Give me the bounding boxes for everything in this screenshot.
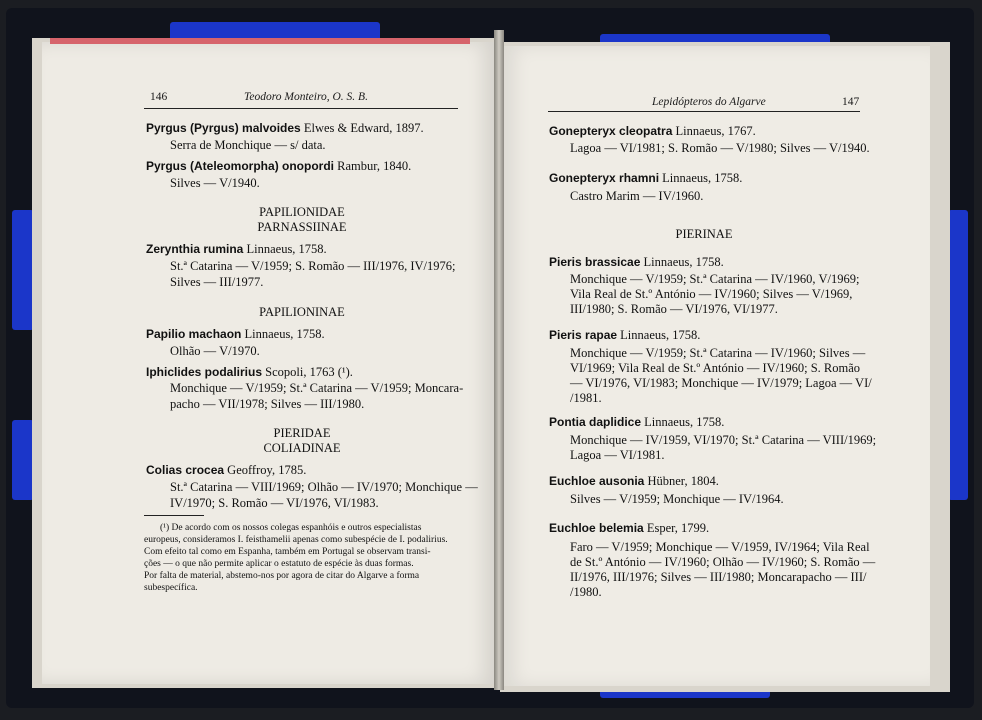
record-line: III/1980; S. Romão — VI/1976, VI/1977. (570, 302, 778, 316)
subfamily-heading: COLIADINAE (263, 441, 341, 455)
record-line: St.ª Catarina — V/1959; S. Romão — III/1976, IV/1976; (170, 259, 456, 273)
family-heading: PIERIDAE (273, 426, 331, 440)
record-line: /1980. (570, 585, 602, 599)
record-line: Lagoa — VI/1981; S. Romão — V/1980; Silves — V/1940. (570, 141, 870, 155)
record-line: Faro — V/1959; Monchique — V/1959, IV/1964; Vila Real (570, 540, 870, 554)
record-line: /1981. (570, 391, 602, 405)
record-line: Silves — V/1940. (170, 176, 260, 190)
footnote-line: Com efeito tal como em Espanha, também em Portugal se observam transi- (144, 547, 431, 557)
record-line: Monchique — V/1959; St.ª Catarina — IV/1960; Silves — (570, 346, 866, 360)
running-head-left: Teodoro Monteiro, O. S. B. (244, 91, 368, 103)
record-line: Monchique — V/1959; St.ª Catarina — IV/1960, V/1969; (570, 272, 860, 286)
marble-pattern (12, 210, 34, 330)
footnote-line: ções — o que não permite aplicar o estatuto de espécie às duas formas. (144, 559, 414, 569)
header-rule-left (144, 108, 458, 109)
footnote-rule (144, 515, 204, 516)
species-entry: Pieris brassicae Linnaeus, 1758. (549, 255, 724, 269)
species-entry: Zerynthia rumina Linnaeus, 1758. (146, 242, 327, 256)
record-line: Monchique — IV/1959, VI/1970; St.ª Catarina — VIII/1969; (570, 433, 877, 447)
record-line: Silves — III/1977. (170, 275, 264, 289)
record-line: VI/1969; Vila Real de St.º António — IV/1960; S. Romão (570, 361, 861, 375)
header-rule-right (548, 111, 860, 112)
book-spine (494, 30, 504, 690)
page-number-left: 146 (150, 91, 168, 103)
species-entry: Pontia daplidice Linnaeus, 1758. (549, 415, 725, 429)
record-line: Lagoa — VI/1981. (570, 448, 665, 462)
footnote-line: europeus, consideramos I. feisthamelii apenas como subespécie de I. podalirius. (144, 535, 448, 545)
record-line: Olhão — V/1970. (170, 344, 260, 358)
page-number-right: 147 (842, 96, 860, 108)
species-entry: Euchloe ausonia Hübner, 1804. (549, 474, 719, 488)
record-line: pacho — VII/1978; Silves — III/1980. (170, 397, 365, 411)
running-head-right: Lepidópteros do Algarve (652, 96, 766, 108)
record-line: St.ª Catarina — VIII/1969; Olhão — IV/1970; Monchique — (170, 480, 478, 494)
family-heading: PAPILIONIDAE (259, 205, 345, 219)
species-entry: Papilio machaon Linnaeus, 1758. (146, 327, 325, 341)
subfamily-heading: PARNASSIINAE (257, 220, 347, 234)
record-line: Serra de Monchique — s/ data. (170, 138, 326, 152)
species-entry: Euchloe belemia Esper, 1799. (549, 521, 710, 535)
species-entry: Pyrgus (Ateleomorpha) onopordi Rambur, 1840. (146, 159, 412, 173)
subfamily-heading: PIERINAE (675, 227, 733, 241)
species-entry: Gonepteryx cleopatra Linnaeus, 1767. (549, 124, 756, 138)
red-page-edge (50, 38, 470, 44)
footnote-line: subespecífica. (144, 583, 198, 593)
record-line: Castro Marim — IV/1960. (570, 189, 704, 203)
marble-pattern (12, 420, 34, 500)
record-line: II/1976, III/1976; Silves — III/1980; Moncarapacho — III/ (570, 570, 867, 584)
record-line: Monchique — V/1959; St.ª Catarina — V/1959; Moncara- (170, 381, 464, 395)
subfamily-heading: PAPILIONINAE (259, 305, 345, 319)
species-entry: Pieris rapae Linnaeus, 1758. (549, 328, 701, 342)
species-entry: Gonepteryx rhamni Linnaeus, 1758. (549, 171, 743, 185)
species-entry: Colias crocea Geoffroy, 1785. (146, 463, 307, 477)
marble-pattern (948, 210, 968, 500)
record-line: — VI/1976, VI/1983; Monchique — IV/1979; Lagoa — VI/ (570, 376, 872, 390)
record-line: IV/1970; S. Romão — VI/1976, VI/1983. (170, 496, 379, 510)
footnote-line: (¹) De acordo com os nossos colegas espanhóis e outros especialistas (160, 523, 422, 533)
species-entry: Pyrgus (Pyrgus) malvoides Elwes & Edward, 1897. (146, 121, 424, 135)
record-line: Silves — V/1959; Monchique — IV/1964. (570, 492, 784, 506)
record-line: de St.º António — IV/1960; Olhão — IV/1960; S. Romão — (570, 555, 876, 569)
footnote-line: Por falta de material, abstemo-nos por agora de citar do Algarve a forma (144, 571, 420, 581)
species-entry: Iphiclides podalirius Scopoli, 1763 (¹). (146, 365, 353, 379)
record-line: Vila Real de St.º António — IV/1960; Silves — V/1969, (570, 287, 853, 301)
